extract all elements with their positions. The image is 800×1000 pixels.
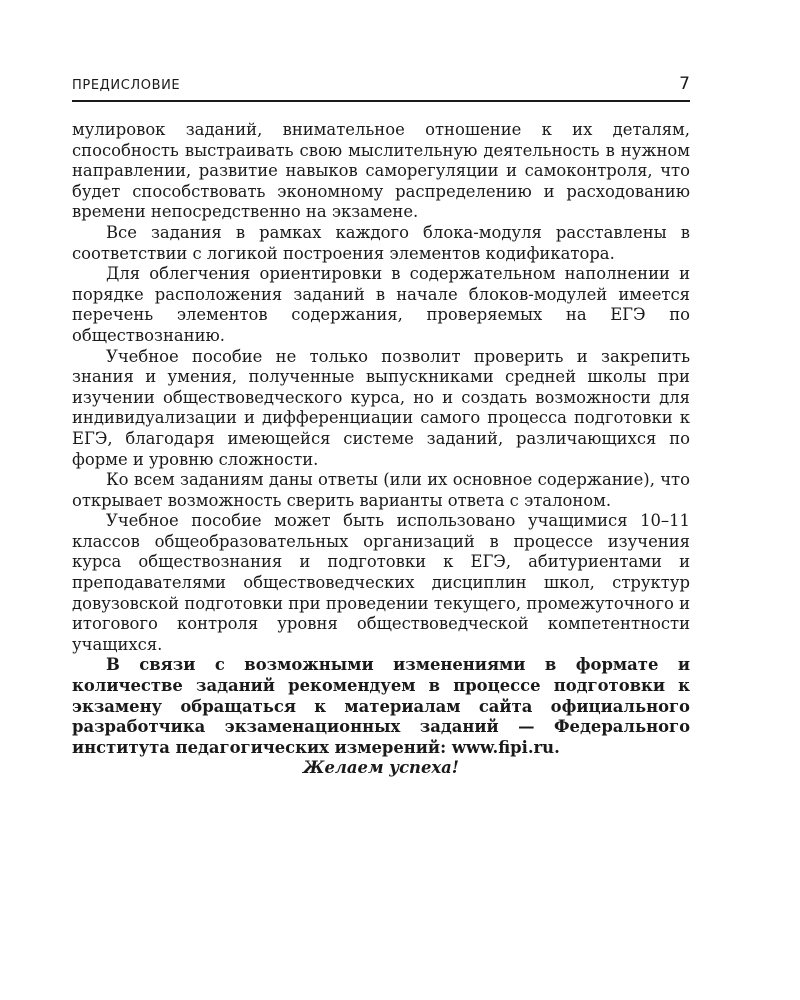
- page-number: 7: [679, 74, 690, 94]
- paragraph: Ко всем заданиям даны ответы (или их основное содержание), что открывает возможность сверить варианты ответа с эталоном.: [72, 470, 690, 510]
- paragraph: Учебное пособие не только позволит проверить и закрепить знания и умения, полученные выпускниками средней школы при изучении обществоведческого курса, но и создать возможности для индивидуализации и дифференциации самого процесса подготовки к ЕГЭ, благодаря имеющейся системе заданий, различающихся по форме и уровню сложности.: [72, 346, 690, 469]
- running-head: ПРЕДИСЛОВИЕ: [72, 78, 181, 93]
- paragraph: Все задания в рамках каждого блока-модуля расставлены в соответствии с логикой построения элементов кодификатора.: [72, 222, 690, 263]
- paragraph: Учебное пособие может быть использовано учащимися 10–11 классов общеобразовательных организаций в процессе изучения курса обществознания и подготовки к ЕГЭ, абитуриентами и преподавателями обществоведческих дисциплин школ, структур довузовской подготовки при проведении текущего, промежуточного и итогового контроля уровня обществоведческой компетентности учащихся.: [72, 511, 690, 654]
- paragraph-continuation: мулировок заданий, внимательное отношение к их деталям, способность выстраивать свою мыслительную деятельность в нужном направлении, развитие навыков саморегуляции и самоконтроля, что будет способствовать экономному распределению и расходованию времени непосредственно на экзамене.: [72, 120, 690, 222]
- notice-paragraph: В связи с возможными изменениями в формате и количестве заданий рекомендуем в процессе подготовки к экзамену обращаться к материалам сайта официального разработчика экзаменационных заданий — Федерального института педагогических измерений: www.fipi.ru.: [72, 655, 690, 757]
- page-header: [72, 74, 690, 102]
- closing-line: Желаем успеха!: [303, 758, 459, 778]
- page-body: [72, 120, 690, 779]
- paragraph: Для облегчения ориентировки в содержательном наполнении и порядке расположения заданий в начале блоков-модулей имеется перечень элементов содержания, проверяемых на ЕГЭ по обществознанию.: [72, 264, 690, 345]
